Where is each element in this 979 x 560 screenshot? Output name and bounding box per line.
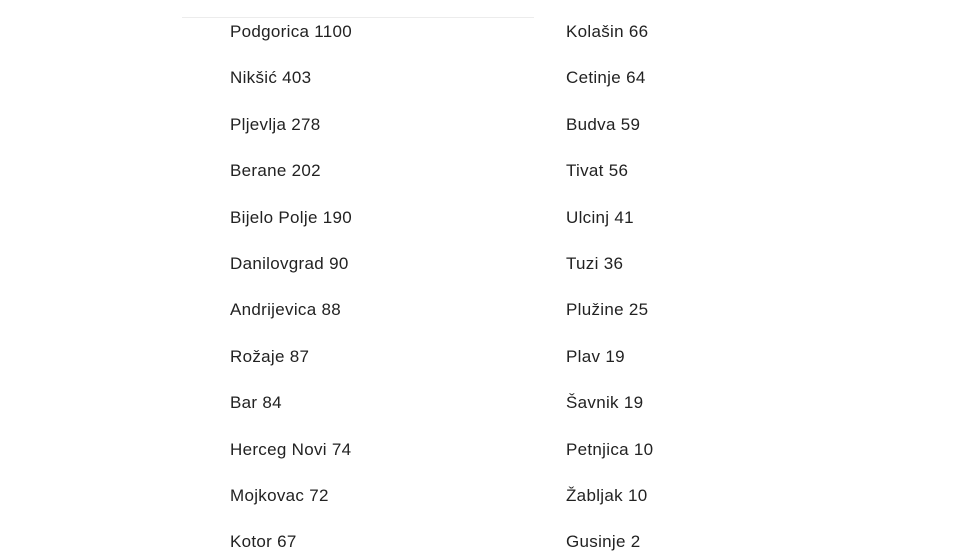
municipality-name: Mojkovac <box>230 486 305 505</box>
municipality-name: Rožaje <box>230 346 285 366</box>
municipality-name: Ulcinj <box>566 207 610 227</box>
case-count: 202 <box>291 161 321 181</box>
list-item <box>230 66 311 90</box>
case-count: 19 <box>623 393 644 413</box>
list-item <box>230 159 321 183</box>
list-item <box>566 530 641 554</box>
list-item <box>566 20 648 44</box>
case-count: 66 <box>628 22 649 41</box>
municipality-name: Plav <box>566 346 601 366</box>
case-count: 10 <box>627 486 648 505</box>
case-count: 67 <box>277 532 297 552</box>
municipality-name: Gusinje <box>566 532 626 552</box>
municipality-name: Šavnik <box>566 393 619 413</box>
case-count: 2 <box>630 532 641 552</box>
case-count: 190 <box>322 207 353 227</box>
municipality-name: Podgorica <box>230 22 310 41</box>
list-item <box>566 206 634 230</box>
case-count: 56 <box>608 161 629 181</box>
municipality-name: Tivat <box>566 161 604 181</box>
list-item <box>230 530 297 554</box>
municipality-name: Nikšić <box>230 68 278 88</box>
case-count: 278 <box>291 114 321 134</box>
case-count: 59 <box>620 114 641 134</box>
case-count: 1100 <box>314 22 353 41</box>
municipality-name: Cetinje <box>566 68 622 88</box>
case-count: 90 <box>329 254 349 273</box>
municipality-name: Pljevlja <box>230 114 287 134</box>
case-count: 64 <box>626 68 646 88</box>
case-count: 74 <box>331 439 352 459</box>
list-item <box>230 298 341 322</box>
top-divider <box>182 17 534 18</box>
list-item <box>230 206 352 230</box>
case-count: 403 <box>282 68 312 88</box>
case-count: 87 <box>289 346 310 366</box>
municipality-name: Kolašin <box>566 22 624 41</box>
case-count: 88 <box>321 300 341 320</box>
list-item <box>566 159 628 183</box>
case-count: 25 <box>628 300 649 320</box>
list-item <box>230 391 282 415</box>
municipality-name: Herceg Novi <box>230 439 327 459</box>
list-item <box>230 113 321 137</box>
municipality-name: Bijelo Polje <box>230 207 318 227</box>
list-item <box>230 438 351 462</box>
case-count: 72 <box>309 486 329 505</box>
municipality-name: Bar <box>230 393 258 413</box>
municipality-name: Andrijevica <box>230 300 317 320</box>
list-item <box>566 438 653 462</box>
municipality-name: Petnjica <box>566 439 629 459</box>
municipality-name: Berane <box>230 161 287 181</box>
case-count: 84 <box>262 393 282 413</box>
case-count: 10 <box>633 439 654 459</box>
case-count: 19 <box>605 346 625 366</box>
list-item <box>566 66 646 90</box>
list-item <box>566 298 648 322</box>
municipality-name: Tuzi <box>566 254 599 273</box>
list-item <box>566 345 625 369</box>
municipality-name: Kotor <box>230 532 273 552</box>
list-item <box>230 20 352 44</box>
case-count: 41 <box>614 207 634 227</box>
municipality-name: Žabljak <box>566 486 623 505</box>
list-item <box>566 484 647 508</box>
municipality-name: Budva <box>566 114 616 134</box>
list-item <box>566 113 640 137</box>
municipality-name: Plužine <box>566 300 624 320</box>
list-item <box>230 484 329 508</box>
list-item <box>230 252 349 276</box>
list-item <box>566 391 643 415</box>
list-item <box>230 345 309 369</box>
list-item <box>566 252 623 276</box>
municipality-name: Danilovgrad <box>230 254 325 273</box>
case-count: 36 <box>603 254 624 273</box>
